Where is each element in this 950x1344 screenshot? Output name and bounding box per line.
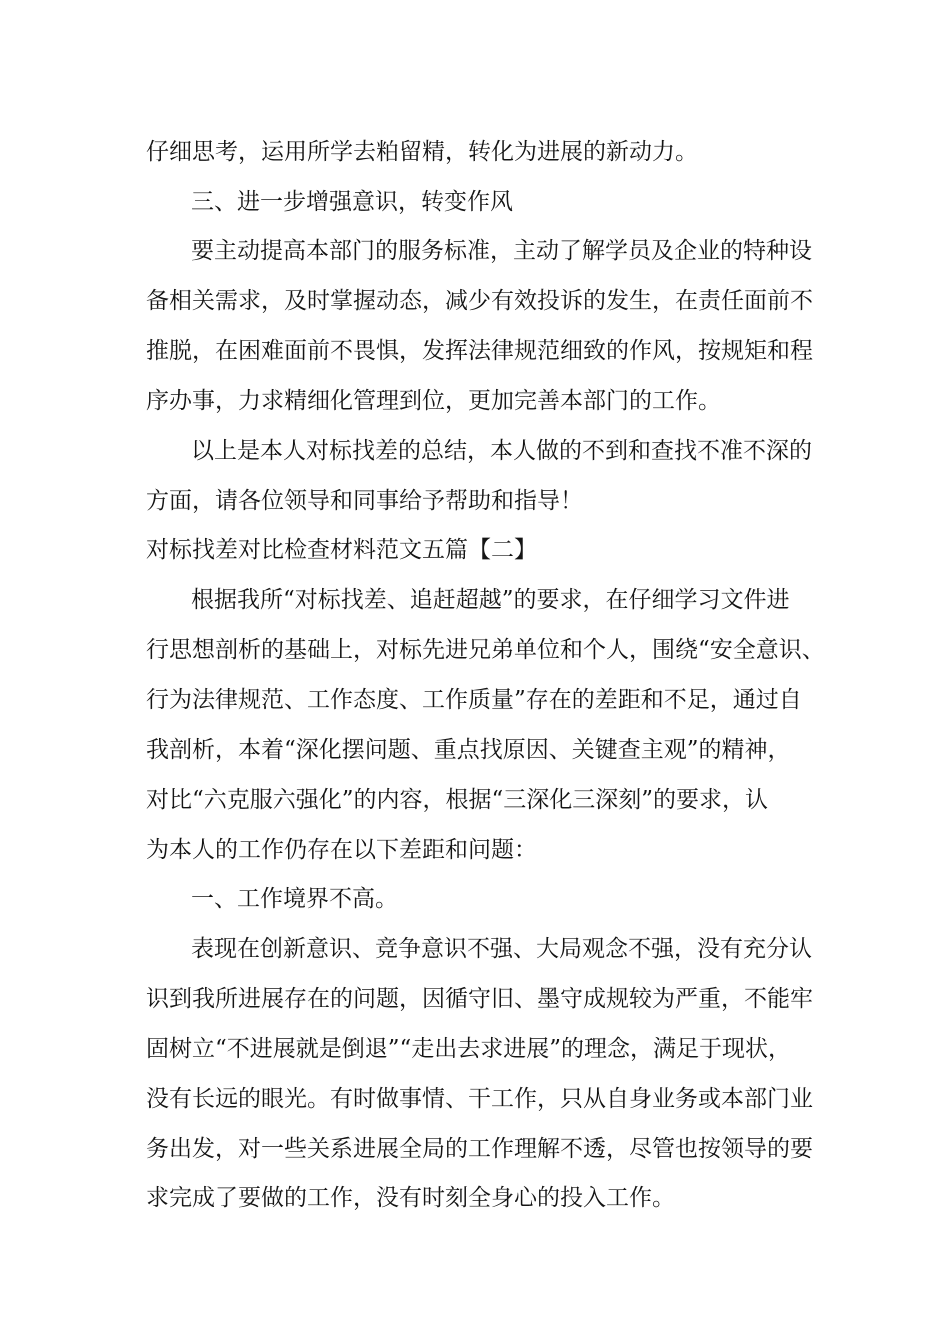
paragraph-line: 行思想剖析的基础上，对标先进兄弟单位和个人，围绕“安全意识、: [146, 637, 825, 663]
paragraph-line: 对比“六克服六强化”的内容，根据“三深化三深刻”的要求，认: [146, 787, 769, 813]
paragraph-line: 推脱，在困难面前不畏惧，发挥法律规范细致的作风，按规矩和程: [146, 338, 813, 364]
paragraph-line: 务出发，对一些关系进展全局的工作理解不透，尽管也按领导的要: [146, 1136, 813, 1162]
paragraph-line: 根据我所“对标找差、追赶超越”的要求，在仔细学习文件进: [191, 587, 790, 613]
paragraph-line: 备相关需求，及时掌握动态，减少有效投诉的发生，在责任面前不: [146, 288, 813, 314]
paragraph-line: 要主动提高本部门的服务标准，主动了解学员及企业的特种设: [191, 238, 812, 264]
section-heading: 三、进一步增强意识，转变作风: [191, 189, 513, 215]
paragraph-line: 表现在创新意识、竞争意识不强、大局观念不强，没有充分认: [191, 936, 812, 962]
paragraph-line: 没有长远的眼光。有时做事情、干工作，只从自身业务或本部门业: [146, 1086, 813, 1112]
section-heading: 一、工作境界不高。: [191, 886, 398, 912]
paragraph-line: 为本人的工作仍存在以下差距和问题：: [146, 837, 537, 863]
paragraph-line: 我剖析，本着“深化摆问题、重点找原因、关键查主观”的精神，: [146, 737, 791, 763]
article-title: 对标找差对比检查材料范文五篇【二】: [146, 537, 537, 563]
paragraph-line: 识到我所进展存在的问题，因循守旧、墨守成规较为严重，不能牢: [146, 986, 813, 1012]
paragraph-line: 固树立“不进展就是倒退”“走出去求进展”的理念，满足于现状，: [146, 1036, 792, 1062]
paragraph-line: 序办事，力求精细化管理到位，更加完善本部门的工作。: [146, 388, 721, 414]
paragraph-line: 仔细思考，运用所学去粕留精，转化为进展的新动力。: [146, 139, 698, 165]
paragraph-line: 方面，请各位领导和同事给予帮助和指导！: [146, 488, 583, 514]
paragraph-line: 以上是本人对标找差的总结，本人做的不到和查找不准不深的: [191, 438, 812, 464]
paragraph-line: 求完成了要做的工作，没有时刻全身心的投入工作。: [146, 1185, 675, 1211]
paragraph-line: 行为法律规范、工作态度、工作质量”存在的差距和不足，通过自: [146, 687, 802, 713]
